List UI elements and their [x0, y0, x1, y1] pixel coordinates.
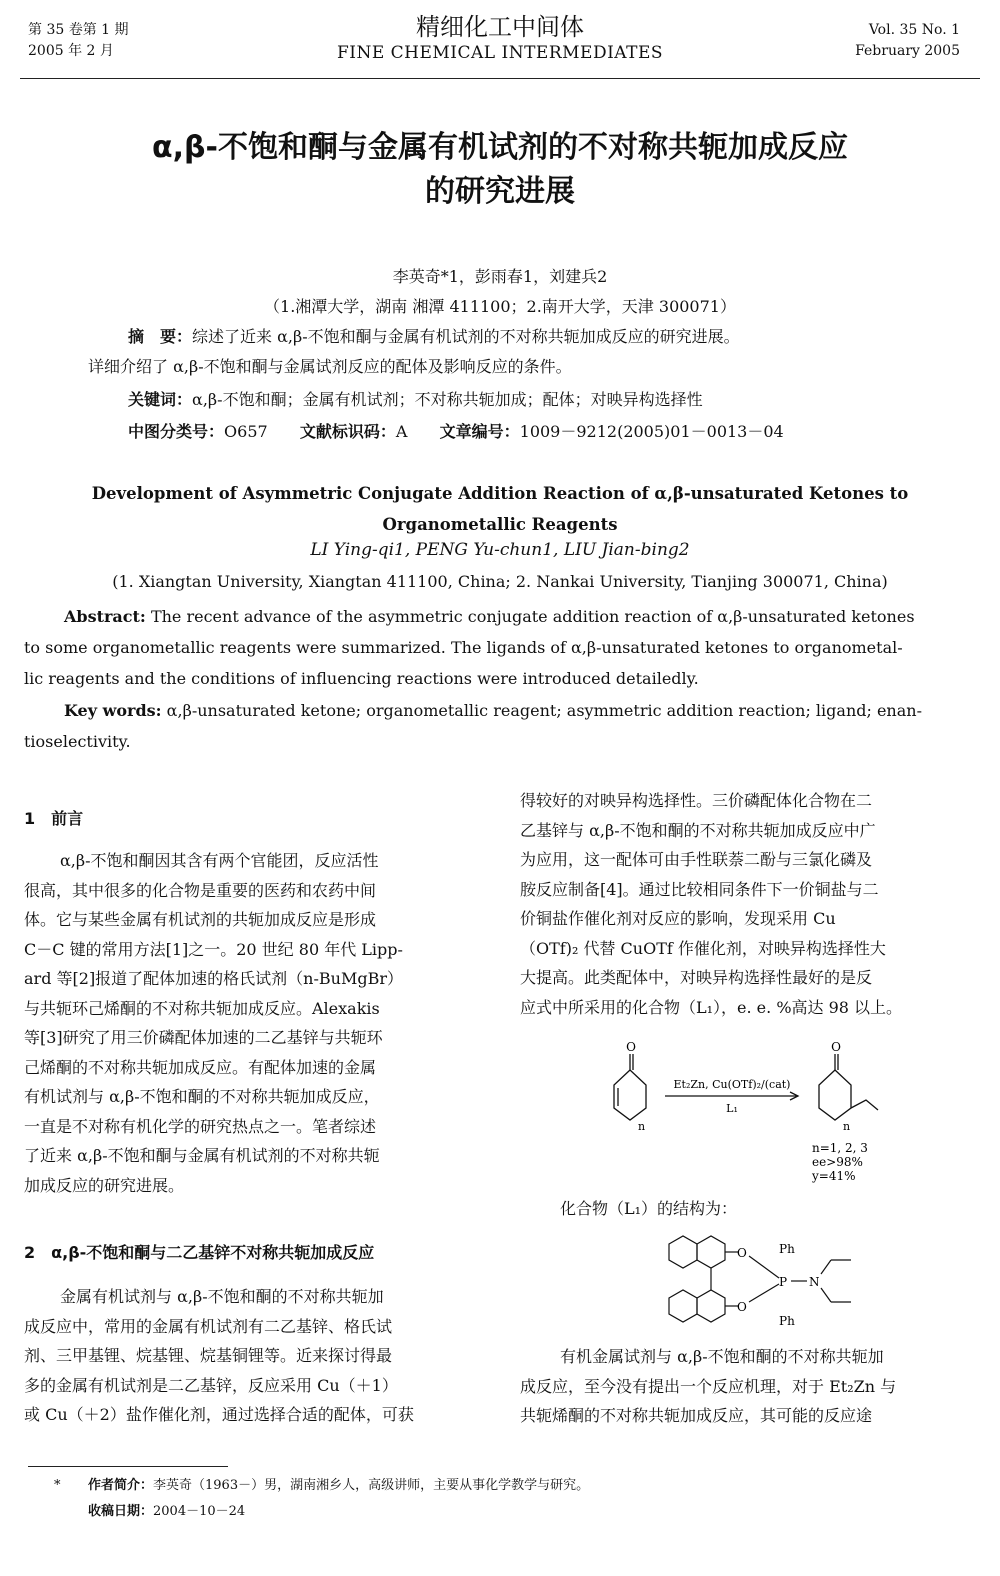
product-ring [819, 1070, 851, 1120]
text-line: 等[3]研究了用三价磷配体加速的二乙基锌与共轭环 [24, 1028, 383, 1047]
received-label: 收稿日期： [88, 1504, 154, 1519]
text-line: 胺反应制备[4]。通过比较相同条件下一价铜盐与二 [520, 879, 879, 899]
text-line: 共轭烯酮的不对称共轭加成反应，其可能的反应途 [520, 1406, 873, 1425]
ring-size-label: n [843, 1120, 851, 1133]
text-line: 一直是不对称有机化学的研究热点之一。笔者综述 [24, 1116, 377, 1136]
right-paragraph-1 [520, 786, 976, 1022]
naphthyl-ring [669, 1290, 697, 1322]
text-line: 价铜盐作催化剂对反应的影响，发现采用 Cu [520, 909, 836, 928]
text-line: 应式中所采用的化合物（L₁），e. e. %高达 98 以上。 [520, 997, 903, 1017]
authors-en: LI Ying-qi1, PENG Yu-chun1, LIU Jian-bing2 [310, 540, 690, 560]
section-2-paragraph [24, 1282, 480, 1430]
keywords-cn-text: α,β-不饱和酮；金属有机试剂；不对称共轭加成；配体；对映异构选择性 [192, 390, 703, 409]
text-line: 为应用，这一配体可由手性联萘二酚与三氯化磷及 [520, 850, 873, 869]
text-line: 乙基锌与 α,β-不饱和酮的不对称共轭加成反应中广 [520, 820, 876, 840]
journal-name-cn: 精细化工中间体 [416, 13, 584, 41]
text-line: C－C 键的常用方法[1]之一。20 世纪 80 年代 Lipp- [24, 939, 403, 959]
text-line: 有机试剂与 α,β-不饱和酮的不对称共轭加成反应， [24, 1087, 380, 1106]
atom-label: O [831, 1040, 841, 1054]
footnote-bio [88, 1474, 968, 1498]
keywords-en-label: Key words: [64, 701, 162, 720]
paper-title [0, 126, 1000, 214]
text-line: 成反应，至今没有提出一个反应机理，对于 Et₂Zn 与 [520, 1376, 897, 1396]
reaction-ligand: L₁ [726, 1102, 738, 1115]
keywords-en-text-1: α,β-unsaturated ketone; organometallic reagent; asymmetric addition reaction; ligand; enan- [166, 701, 922, 720]
abstract-en-text-1: The recent advance of the asymmetric conjugate addition reaction of α,β-unsaturated ketones [150, 607, 915, 626]
english-title-line-2: Organometallic Reagents [382, 515, 618, 534]
reaction-condition: n=1, 2, 3 [812, 1141, 868, 1155]
authors-cn: 李英奇*1，彭雨春1，刘建兵2 [392, 267, 608, 286]
structure-caption: 化合物（L₁）的结构为： [560, 1199, 738, 1218]
naphthyl-ring [669, 1236, 697, 1268]
text-line: 加成反应的研究进展。 [24, 1175, 185, 1195]
ligand-structure [655, 1226, 875, 1336]
affiliation-en: (1. Xiangtan University, Xiangtan 411100, China; 2. Nankai University, Tianjing 300071, China) [112, 572, 888, 591]
text-line: （OTf)₂ 代替 CuOTf 作催化剂，对映异构选择性大 [520, 938, 886, 958]
issue-cn: 第 35 卷第 1 期 [28, 22, 129, 38]
text-line: 体。它与某些金属有机试剂的共轭加成反应是形成 [24, 910, 377, 929]
product-ethyl [851, 1100, 878, 1110]
title-line-2: 的研究进展 [425, 174, 575, 209]
text-line: 剂、三甲基锂、烷基锂、烷基铜锂等。近来探讨得最 [24, 1346, 393, 1365]
english-title [0, 478, 1000, 540]
atom-label: O [737, 1246, 747, 1260]
classification-line [128, 420, 968, 444]
footnote-bio-text: 李英奇（1963－）男，湖南湘乡人，高级讲师，主要从事化学教学与研究。 [153, 1478, 590, 1493]
atom-label: N [809, 1275, 820, 1289]
keywords-cn [128, 388, 968, 412]
text-line: 有机金属试剂与 α,β-不饱和酮的不对称共轭加 [560, 1347, 884, 1366]
keywords-cn-label: 关键词： [128, 390, 193, 409]
atom-label: Ph [779, 1242, 795, 1256]
abstract-en-line-1 [64, 601, 980, 632]
text-line: 多的金属有机试剂是二乙基锌，反应采用 Cu（＋1） [24, 1375, 398, 1395]
header-divider [20, 78, 980, 79]
text-line: 或 Cu（＋2）盐作催化剂，通过选择合适的配体，可获 [24, 1405, 414, 1424]
intro-paragraph [24, 846, 480, 1200]
article-number-label: 文章编号： [439, 422, 520, 441]
volume-en: Vol. 35 No. 1 [868, 22, 960, 38]
text-line: 金属有机试剂与 α,β-不饱和酮的不对称共轭加 [60, 1287, 384, 1306]
abstract-en-text-3: lic reagents and the conditions of influencing reactions were introduced detailedly. [24, 669, 699, 688]
keywords-en-text-2: tioselectivity. [24, 732, 131, 751]
text-line: 大提高。此类配体中，对映异构选择性最好的是反 [520, 968, 873, 987]
abstract-cn-label: 摘 要： [128, 327, 193, 346]
received-date: 2004－10－24 [153, 1504, 246, 1519]
clc-value: O657 [224, 422, 268, 441]
ring-size-label: n [638, 1120, 646, 1133]
clc-label: 中图分类号： [128, 422, 225, 441]
date-cn: 2005 年 2 月 [28, 43, 114, 59]
atom-label: P [779, 1275, 788, 1289]
journal-name-block [0, 12, 1000, 64]
abstract-en-label: Abstract: [64, 607, 146, 626]
reaction-condition: y=41% [812, 1169, 856, 1183]
section-1-heading: 1 前言 [24, 809, 84, 828]
footnote-divider [28, 1466, 228, 1467]
footnote-marker: * [54, 1478, 61, 1493]
reaction-condition: ee>98% [812, 1155, 863, 1169]
text-line: ard 等[2]报道了配体加速的格氏试剂（n-BuMgBr） [24, 969, 403, 988]
journal-name-en: FINE CHEMICAL INTERMEDIATES [336, 43, 664, 63]
atom-label: Ph [779, 1314, 795, 1328]
keywords-en-line-1 [64, 695, 980, 726]
doc-code-value: A [395, 422, 408, 441]
right-paragraph-2 [520, 1342, 976, 1431]
date-en: February 2005 [855, 43, 960, 59]
abstract-en-text-2: to some organometallic reagents were summarized. The ligands of α,β-unsaturated ketones to organometal- [24, 638, 903, 657]
abstract-cn-text-1: 综述了近来 α,β-不饱和酮与金属有机试剂的不对称共轭加成反应的研究进展。 [192, 327, 740, 346]
text-line: 成反应中，常用的金属有机试剂有二乙基锌、格氏试 [24, 1316, 393, 1336]
text-line: 得较好的对映异构选择性。三价磷配体化合物在二 [520, 791, 873, 810]
footnote-bio-label: 作者简介： [88, 1478, 154, 1493]
reaction-scheme [580, 1040, 900, 1190]
abstract-cn-line-1 [128, 322, 968, 352]
text-line: 很高，其中很多的化合物是重要的医药和农药中间 [24, 880, 377, 900]
footnote-received [88, 1500, 968, 1524]
volume-block [855, 20, 960, 62]
abstract-cn-text-2: 详细介绍了 α,β-不饱和酮与金属试剂反应的配体及影响反应的条件。 [88, 357, 572, 376]
naphthyl-ring [697, 1290, 725, 1322]
atom-label: O [626, 1040, 636, 1054]
atom-label: O [737, 1300, 747, 1314]
reactant-ring [614, 1070, 646, 1120]
text-line: α,β-不饱和酮因其含有两个官能团，反应活性 [60, 851, 379, 870]
text-line: 己烯酮的不对称共轭加成反应。有配体加速的金属 [24, 1057, 377, 1077]
affiliation-cn: （1.湘潭大学，湖南 湘潭 411100；2.南开大学，天津 300071） [264, 297, 736, 316]
article-number-value: 1009－9212(2005)01－0013－04 [519, 422, 784, 441]
text-line: 了近来 α,β-不饱和酮与金属有机试剂的不对称共轭 [24, 1146, 380, 1165]
doc-code-label: 文献标识码： [299, 422, 396, 441]
section-2-heading: 2 α,β-不饱和酮与二乙基锌不对称共轭加成反应 [24, 1243, 375, 1262]
title-line-1: α,β-不饱和酮与金属有机试剂的不对称共轭加成反应 [152, 130, 848, 165]
naphthyl-ring [697, 1236, 725, 1268]
text-line: 与共轭环己烯酮的不对称共轭加成反应。Alexakis [24, 998, 380, 1018]
reaction-reagents: Et₂Zn, Cu(OTf)₂/(cat) [673, 1078, 791, 1091]
english-title-line-1: Development of Asymmetric Conjugate Addition Reaction of α,β-unsaturated Ketones to [91, 484, 909, 503]
